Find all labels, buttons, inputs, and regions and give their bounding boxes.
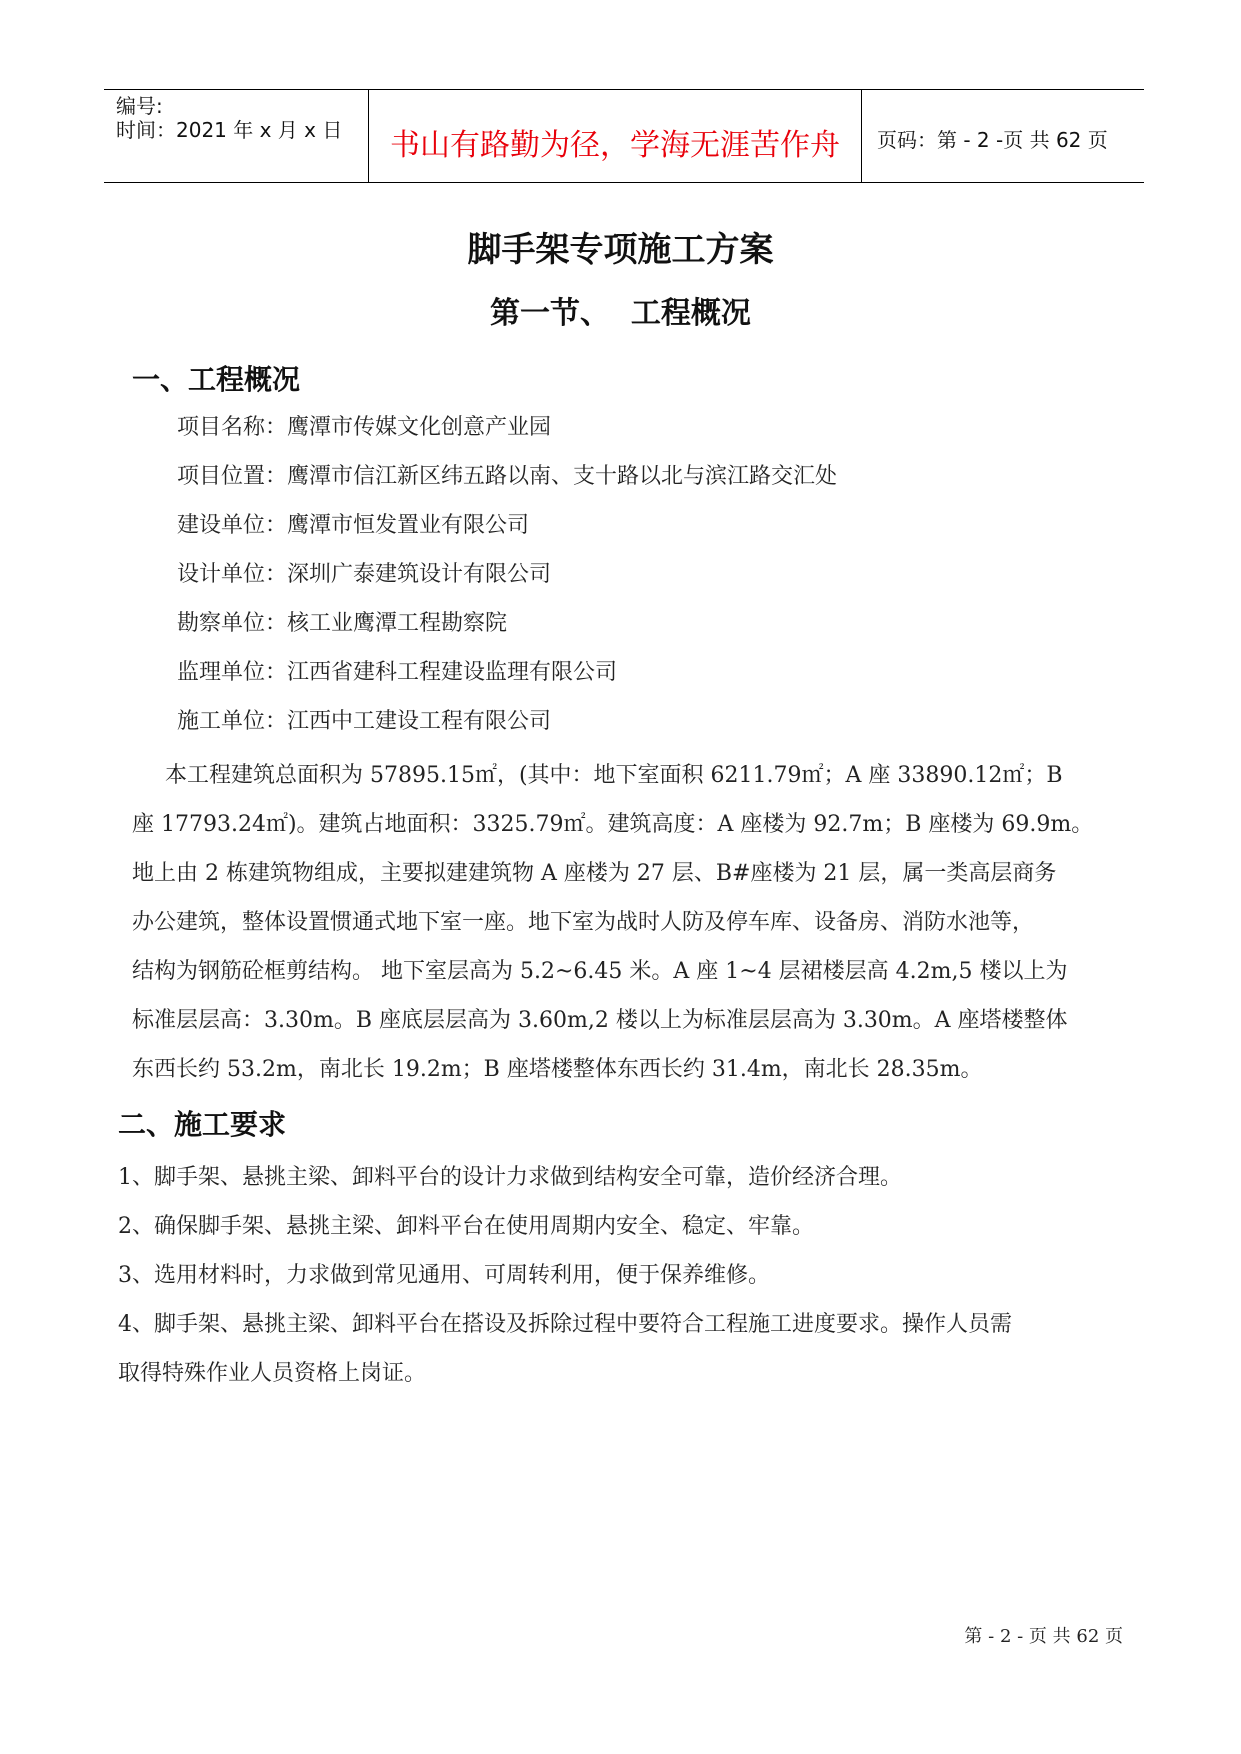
time-label: 时间：2021 年 x 月 x 日 [116, 118, 343, 142]
info-row-supervisor: 监理单位：江西省建科工程建设监理有限公司 [177, 660, 618, 685]
header-meta-cell [104, 90, 368, 182]
requirement-item: 4、脚手架、悬挑主梁、卸料平台在搭设及拆除过程中要符合工程施工进度要求。操作人员需 [118, 1312, 1013, 1337]
info-row-contractor: 施工单位：江西中工建设工程有限公司 [177, 709, 552, 734]
overview-paragraph-line: 地上由 2 栋建筑物组成，主要拟建建筑物 A 座楼为 27 层、B#座楼为 21 层，属一类高层商务 [132, 861, 1057, 886]
overview-paragraph-line: 标准层层高：3.30m。B 座底层层高为 3.60m,2 楼以上为标准层层高为 3.30m。A 座塔楼整体 [132, 1008, 1068, 1033]
overview-paragraph-line: 东西长约 53.2m，南北长 19.2m；B 座塔楼整体东西长约 31.4m，南北长 28.35m。 [132, 1057, 983, 1082]
number-label: 编号: [116, 94, 163, 118]
document-title: 脚手架专项施工方案 [467, 230, 774, 270]
info-row-owner: 建设单位：鹰潭市恒发置业有限公司 [177, 513, 530, 538]
info-row-designer: 设计单位：深圳广泰建筑设计有限公司 [177, 562, 552, 587]
requirements-heading: 二、施工要求 [118, 1108, 287, 1141]
overview-paragraph-line: 座 17793.24㎡)。建筑占地面积：3325.79㎡。建筑高度：A 座楼为 92.7m；B 座楼为 69.9m。 [132, 812, 1094, 837]
requirement-item: 3、选用材料时，力求做到常见通用、可周转利用，便于保养维修。 [118, 1263, 770, 1288]
info-row-project-name: 项目名称：鹰潭市传媒文化创意产业园 [177, 415, 552, 440]
requirement-item-continued: 取得特殊作业人员资格上岗证。 [118, 1361, 427, 1386]
header-page-cell [861, 90, 1144, 182]
overview-paragraph-line: 本工程建筑总面积为 57895.15㎡，(其中：地下室面积 6211.79㎡；A 座 33890.12㎡；B [165, 763, 1063, 788]
header-motto-cell [368, 90, 862, 182]
overview-paragraph-line: 办公建筑，整体设置惯通式地下室一座。地下室为战时人防及停车库、设备房、消防水池等， [132, 910, 1035, 935]
page-header [104, 89, 1144, 183]
requirement-item: 1、脚手架、悬挑主梁、卸料平台的设计力求做到结构安全可靠，造价经济合理。 [118, 1165, 902, 1190]
requirement-item: 2、确保脚手架、悬挑主梁、卸料平台在使用周期内安全、稳定、牢靠。 [118, 1214, 814, 1239]
overview-heading: 一、工程概况 [132, 363, 301, 396]
page-footer: 第 - 2 - 页 共 62 页 [964, 1626, 1123, 1647]
overview-paragraph-line: 结构为钢筋砼框剪结构。 地下室层高为 5.2~6.45 米。A 座 1~4 层裙楼层高 4.2m,5 楼以上为 [132, 959, 1068, 984]
section-title: 第一节、 工程概况 [490, 296, 751, 331]
motto-text: 书山有路勤为径，学海无涯苦作舟 [390, 128, 840, 163]
header-page-info: 页码：第 - 2 -页 共 62 页 [877, 128, 1108, 152]
info-row-project-location: 项目位置：鹰潭市信江新区纬五路以南、支十路以北与滨江路交汇处 [177, 464, 838, 489]
info-row-survey: 勘察单位：核工业鹰潭工程勘察院 [177, 611, 508, 636]
